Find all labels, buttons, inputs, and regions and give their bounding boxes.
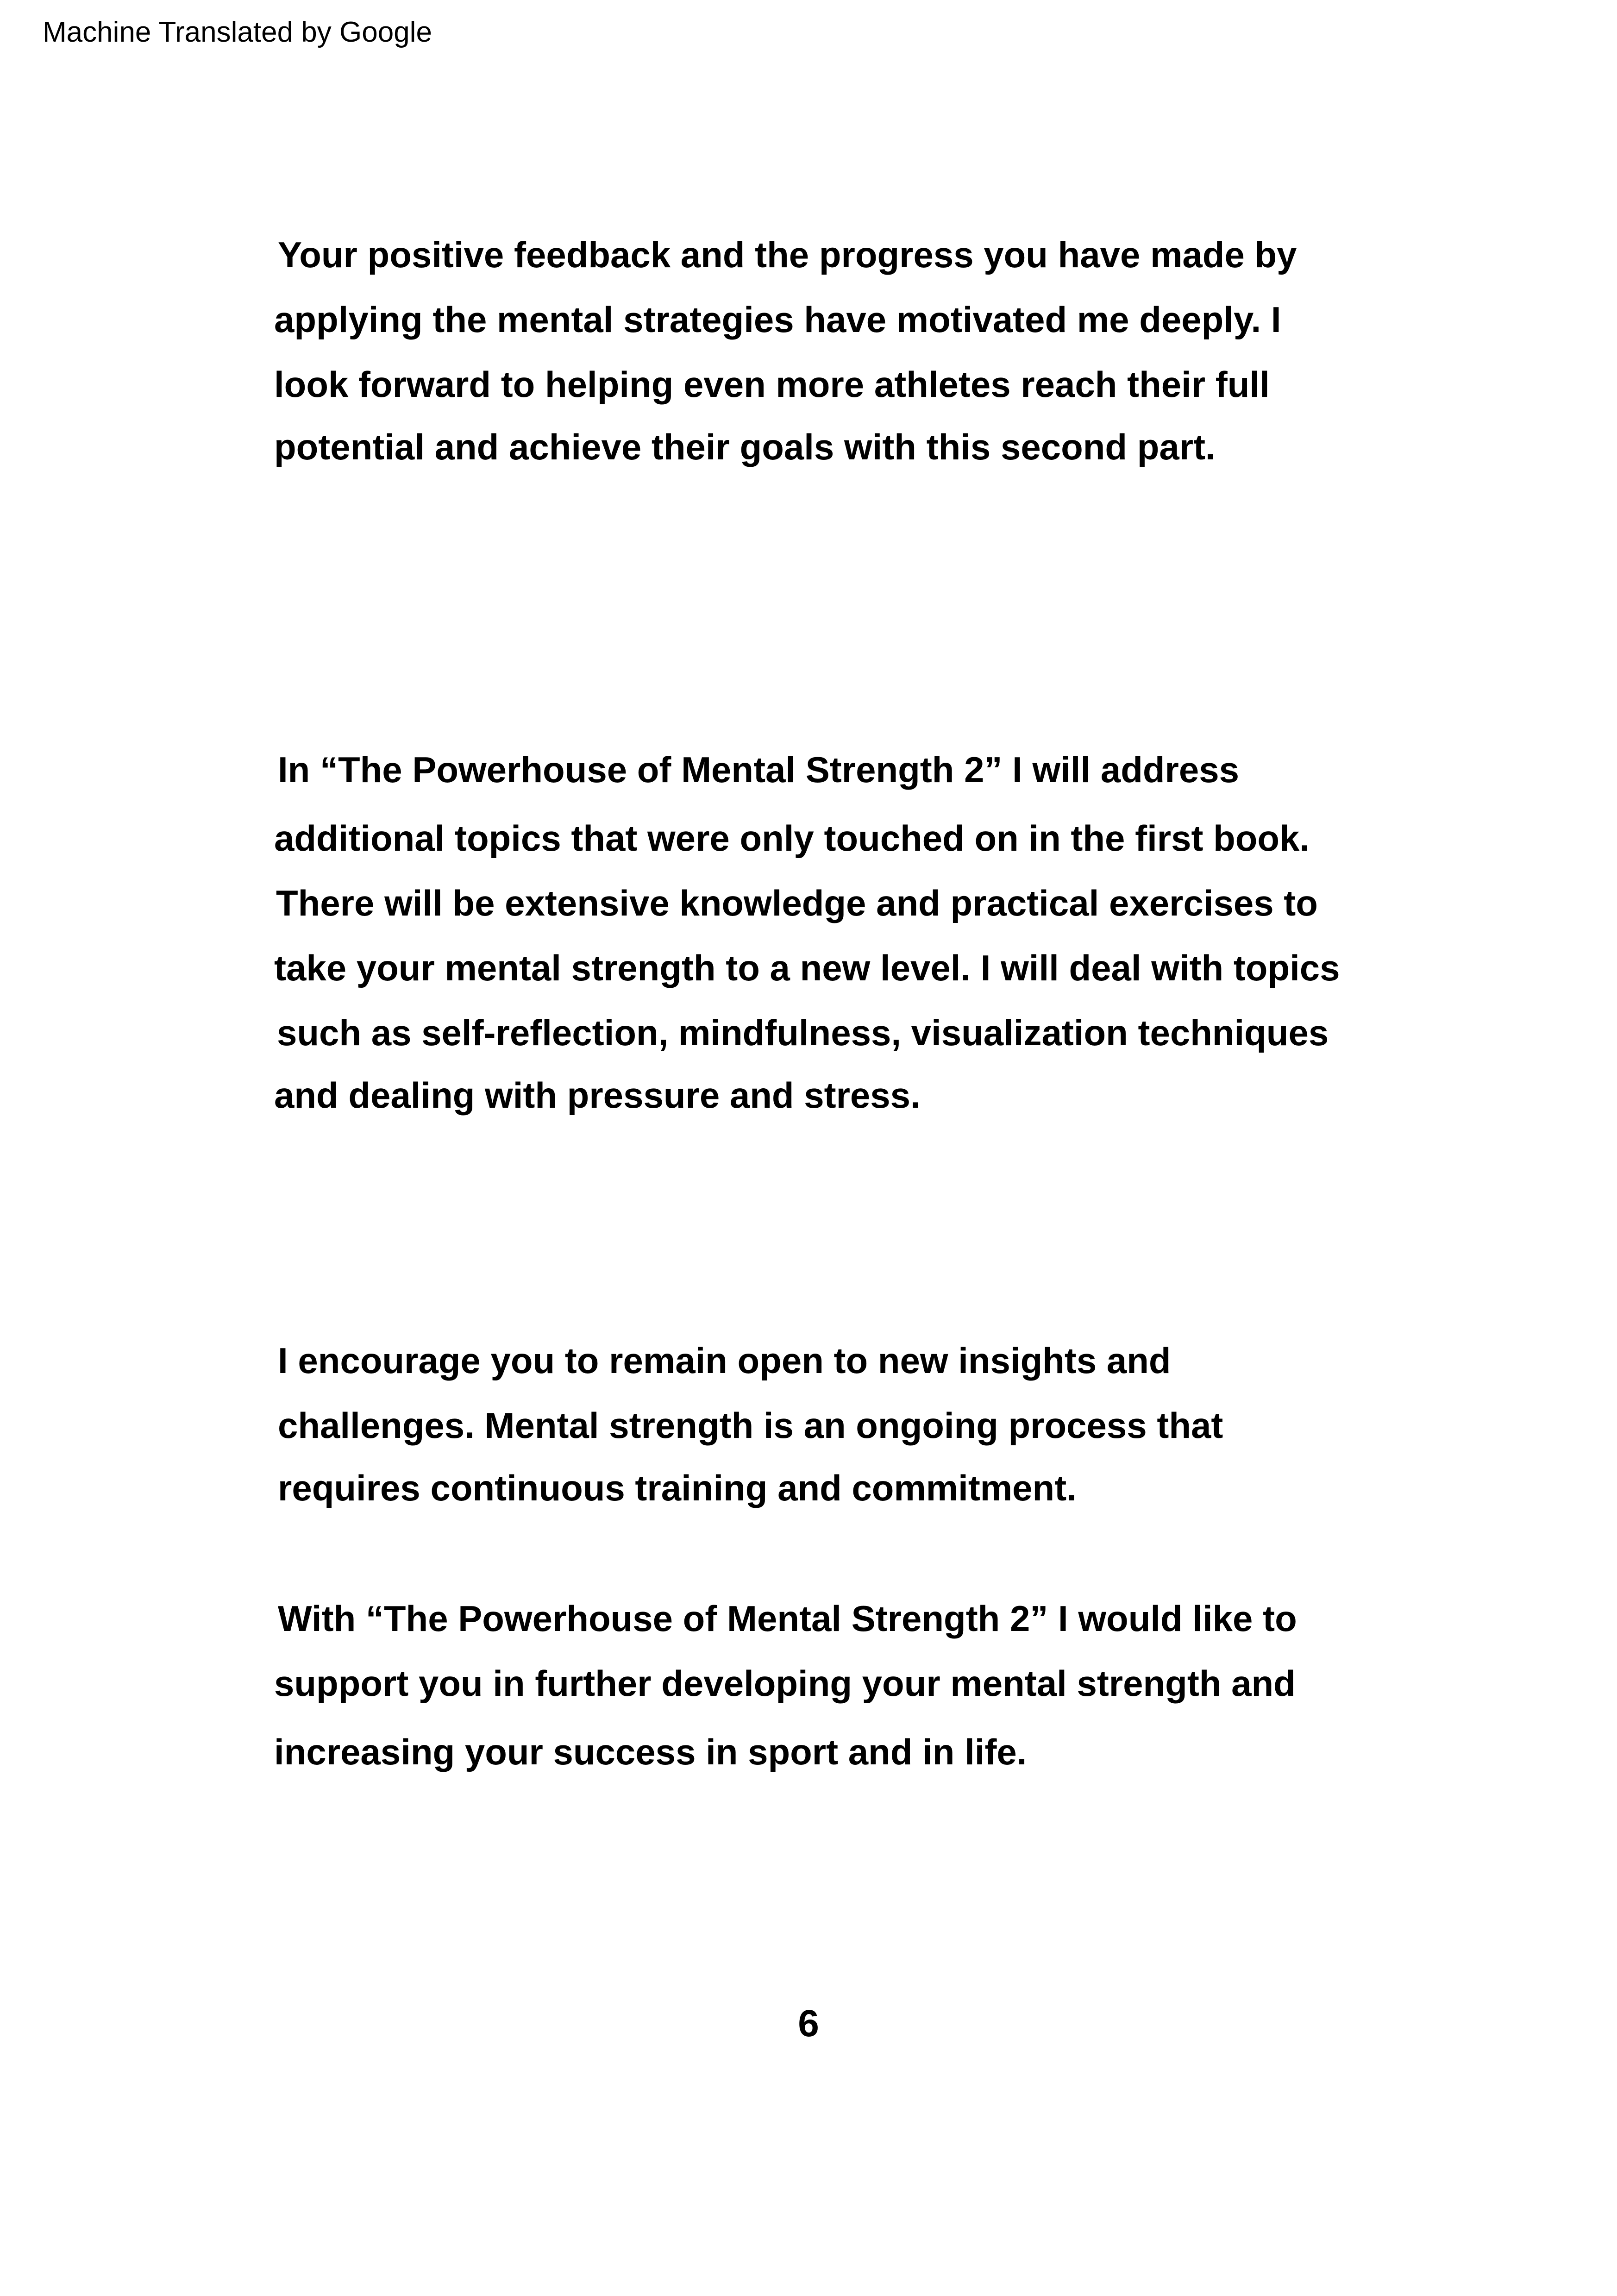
paragraph-line: requires continuous training and commitment. [278,1468,1077,1508]
paragraph-line: support you in further developing your mental strength and [274,1663,1296,1704]
paragraph-line: such as self-reflection, mindfulness, visualization techniques [277,1012,1329,1053]
paragraph-line: I encourage you to remain open to new insights and [278,1340,1171,1381]
paragraph-line: In “The Powerhouse of Mental Strength 2” I will address [278,749,1239,790]
paragraph-line: take your mental strength to a new level. I will deal with topics [274,947,1340,988]
paragraph-line: and dealing with pressure and stress. [274,1075,921,1116]
paragraph-line: With “The Powerhouse of Mental Strength 2” I would like to [278,1598,1297,1639]
paragraph-line: challenges. Mental strength is an ongoing process that [278,1405,1223,1446]
paragraph-line: applying the mental strategies have motivated me deeply. I [274,299,1281,340]
machine-translation-note: Machine Translated by Google [43,16,432,48]
paragraph-line: Your positive feedback and the progress you have made by [278,234,1297,275]
paragraph-line: potential and achieve their goals with this second part. [274,427,1216,467]
paragraph-line: There will be extensive knowledge and practical exercises to [276,883,1318,923]
paragraph-line: look forward to helping even more athletes reach their full [274,364,1270,405]
paragraph-line: additional topics that were only touched on in the first book. [274,818,1310,859]
paragraph-line: increasing your success in sport and in life. [274,1731,1027,1772]
page-number: 6 [798,2002,819,2045]
